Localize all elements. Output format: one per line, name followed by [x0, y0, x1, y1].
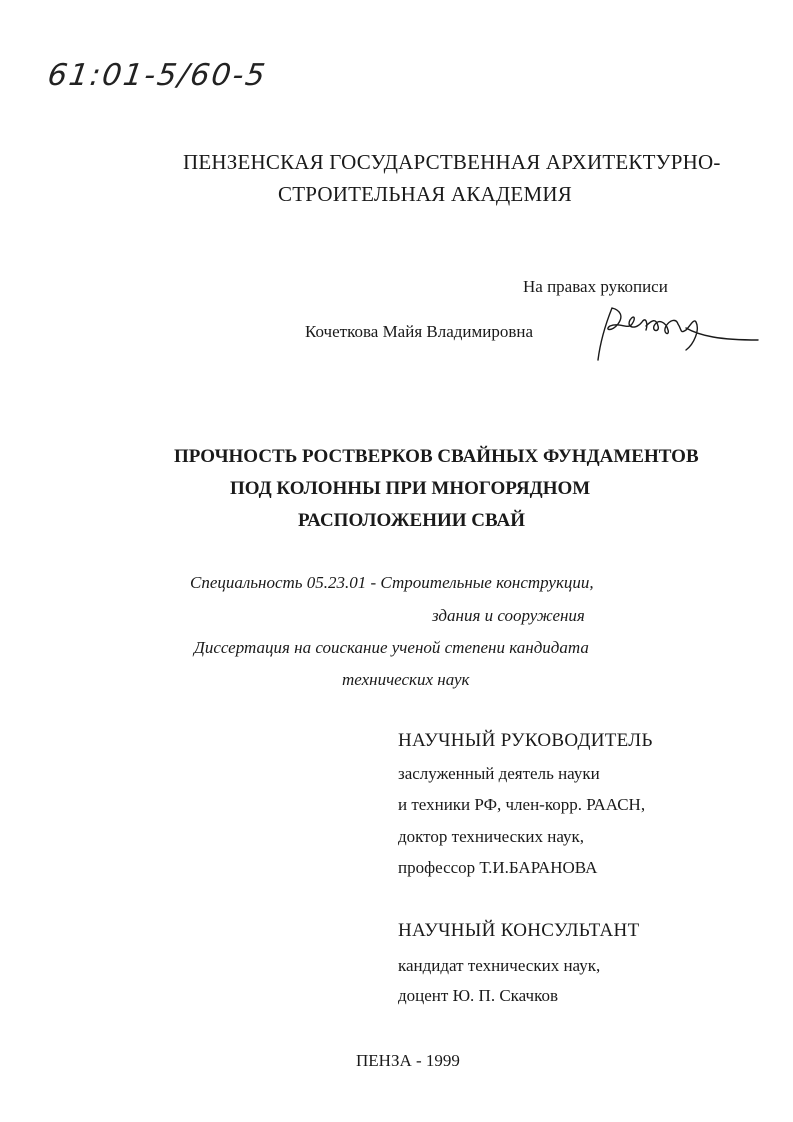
supervisor-line-1: заслуженный деятель науки [398, 764, 600, 783]
degree-line-1: Диссертация на соискание ученой степени кандидата [194, 638, 589, 657]
supervisor-line-2: и техники РФ, член-корр. РААСН, [398, 795, 646, 814]
title-line-3: РАСПОЛОЖЕНИИ СВАЙ [298, 510, 525, 531]
manuscript-rights-note: На правах рукописи [523, 277, 668, 296]
degree-line-2: технических наук [342, 670, 470, 689]
title-line-1: ПРОЧНОСТЬ РОСТВЕРКОВ СВАЙНЫХ ФУНДАМЕНТОВ [174, 446, 699, 467]
consultant-heading: НАУЧНЫЙ КОНСУЛЬТАНТ [398, 920, 640, 941]
specialty-line-2: здания и сооружения [432, 606, 585, 625]
supervisor-line-4: профессор Т.И.БАРАНОВА [398, 858, 598, 877]
supervisor-heading: НАУЧНЫЙ РУКОВОДИТЕЛЬ [398, 730, 653, 751]
consultant-line-2: доцент Ю. П. Скачков [398, 986, 558, 1005]
author-name: Кочеткова Майя Владимировна [305, 322, 534, 341]
city-year: ПЕНЗА - 1999 [356, 1051, 460, 1070]
specialty-line-1: Специальность 05.23.01 - Строительные конструкции, [190, 573, 594, 592]
institution-line-1: ПЕНЗЕНСКАЯ ГОСУДАРСТВЕННАЯ АРХИТЕКТУРНО- [183, 150, 721, 174]
title-line-2: ПОД КОЛОННЫ ПРИ МНОГОРЯДНОМ [230, 478, 591, 499]
handwritten-catalog-number: 61:01-5/60-5 [45, 58, 270, 93]
consultant-line-1: кандидат технических наук, [398, 956, 601, 975]
supervisor-line-3: доктор технических наук, [398, 827, 585, 846]
author-signature [590, 300, 760, 370]
institution-line-2: СТРОИТЕЛЬНАЯ АКАДЕМИЯ [278, 182, 572, 206]
